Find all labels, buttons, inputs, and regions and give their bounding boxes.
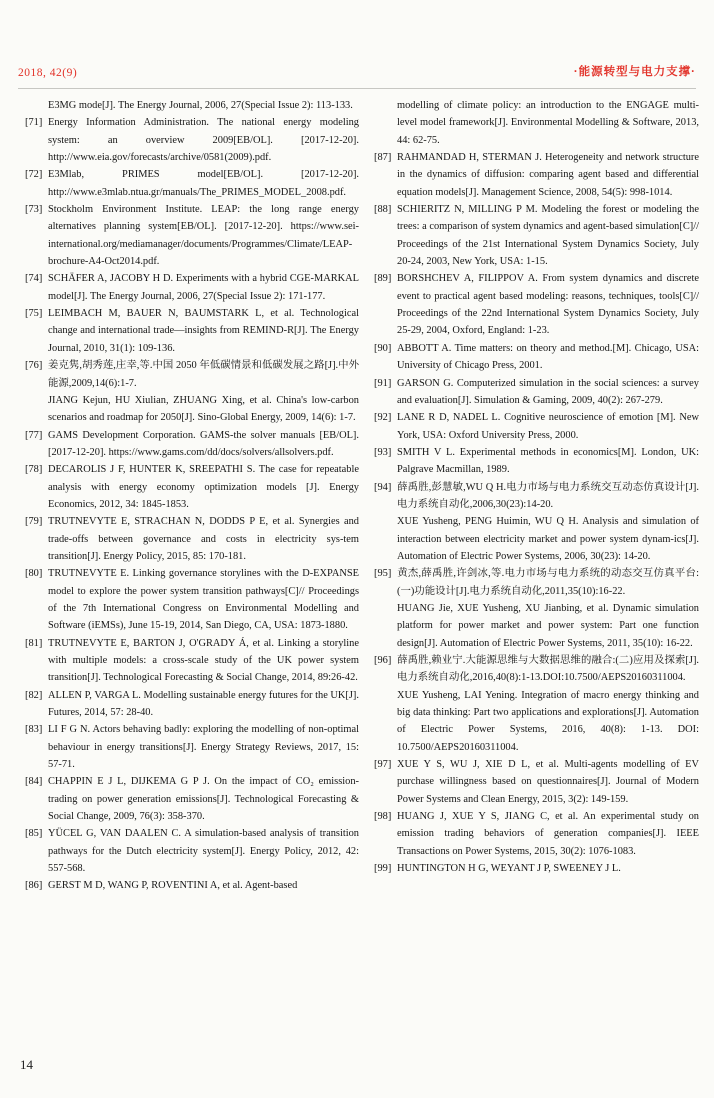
reference-number: [98]: [374, 811, 392, 823]
reference-entry: [25, 270, 359, 305]
reference-entry: [25, 427, 359, 462]
reference-number: [80]: [25, 568, 43, 580]
page-header: [18, 63, 696, 89]
reference-text: 黄杰,薛禹胜,许剑冰,等.电力市场与电力系统的动态交互仿真平台:(一)功能设计[J].电力系统自动化,2011,35(10):16-22.: [397, 568, 699, 597]
reference-text: ALLEN P, VARGA L. Modelling sustainable energy futures for the UK[J]. Futures, 2014, 57: 28-40.: [48, 689, 359, 719]
reference-text: Energy Information Administration. The national energy modeling system: an overview 2009[EB/OL]. [2017-12-20]. http://www.eia.gov/forecasts/archive/0581(2009).pdf.: [48, 117, 359, 164]
reference-item: [25, 305, 359, 357]
reference-translation: JIANG Kejun, HU Xiulian, ZHUANG Xing, et al. China's low-carbon scenarios and roadmap for 2050[J]. Sino-Global Energy, 2009, 14(6): 1-7.: [48, 394, 359, 424]
reference-number: [73]: [25, 204, 43, 216]
reference-entry: [25, 773, 359, 825]
reference-entry: [25, 201, 359, 270]
reference-text: ABBOTT A. Time matters: on theory and method.[M]. Chicago, USA: University of Chicago Press, 2001.: [397, 342, 699, 372]
reference-text: SCHIERITZ N, MILLING P M. Modeling the forest or modeling the trees: a comparison of system dynamics and agent-based simulation[C]// Proceedings of the 21st International System Dynamics Society, July 20-24, 2003, New York, USA: 1-15.: [397, 204, 699, 268]
reference-text: GARSON G. Computerized simulation in the social sciences: a survey and evaluation[J]. Simulation & Gaming, 2009, 40(2): 267-279.: [397, 377, 699, 406]
reference-entry: [25, 114, 359, 166]
reference-entry: [374, 409, 699, 444]
reference-text: 薛禹胜,赖业宁.大能源思维与大数据思维的融合:(二)应用及探索[J].电力系统自动化,2016,40(8):1-13.DOI:10.7500/AEPS20160311004.: [397, 655, 699, 684]
reference-text: LANE R D, NADEL L. Cognitive neuroscience of emotion [M]. New York, USA: Oxford University Press, 2000.: [397, 412, 699, 441]
reference-item: [25, 687, 359, 722]
reference-number: [93]: [374, 446, 392, 458]
reference-number: [74]: [25, 273, 43, 285]
reference-number: [91]: [374, 377, 392, 389]
reference-text: E3Mlab, PRIMES model[EB/OL]. [2017-12-20]. http://www.e3mlab.ntua.gr/manuals/The_PRIMES_MODEL_2008.pdf.: [48, 169, 359, 198]
reference-item: [374, 270, 699, 339]
reference-number: [97]: [374, 759, 392, 771]
reference-item: [25, 201, 359, 270]
reference-number: [72]: [25, 169, 43, 181]
reference-number: [79]: [25, 516, 43, 528]
reference-item: [25, 565, 359, 634]
reference-entry: [25, 877, 359, 894]
reference-text: Stockholm Environment Institute. LEAP: the long range energy alternatives planning system[EB/OL]. [2017-12-20]. https://www.sei-international.org/mediamanager/documents/Programmes/Climate/LEAP-brochure-A4-Oct2014.pdf.: [48, 204, 359, 268]
reference-item: [374, 479, 699, 566]
reference-item: [374, 860, 699, 877]
reference-item: [25, 721, 359, 773]
reference-text: XUE Y S, WU J, XIE D L, et al. Multi-agents modelling of EV purchase willingness based on questionnaires[J]. Journal of Modern Power Systems and Clean Energy, 2015, 3(2): 149-159.: [397, 759, 699, 805]
reference-item: [374, 340, 699, 375]
reference-item: [374, 201, 699, 270]
reference-entry: [25, 565, 359, 634]
reference-text: RAHMANDAD H, STERMAN J. Heterogeneity and network structure in the dynamics of diffusion: comparing agent based and differential equation models[J]. Management Science, 2008, 54(5): 998-1014.: [397, 152, 699, 198]
reference-entry: [374, 149, 699, 201]
reference-item: [374, 565, 699, 652]
reference-number: [89]: [374, 273, 392, 285]
reference-text: DECAROLIS J F, HUNTER K, SREEPATHI S. The case for repeatable analysis with energy economy optimization models [J]. Energy Economics, 2012, 34: 1845-1853.: [48, 464, 359, 510]
reference-entry: [25, 687, 359, 722]
reference-item: [374, 652, 699, 756]
page-number: 14: [20, 1057, 33, 1072]
section-title: ·能源转型与电力支撑·: [573, 66, 696, 78]
reference-entry: [25, 461, 359, 513]
reference-entry: [25, 97, 359, 114]
reference-number: [85]: [25, 828, 43, 840]
reference-item: [25, 461, 359, 513]
reference-number: [92]: [374, 412, 392, 424]
reference-translation: XUE Yusheng, LAI Yening. Integration of macro energy thinking and big data thinking: Part two applications and explorations[J]. Automation of Electric Power Systems, 2016, 40(8): 1-13. DOI: 10.7500/AEPS20160311004.: [397, 689, 699, 753]
reference-entry: [374, 756, 699, 808]
reference-translation: XUE Yusheng, PENG Huimin, WU Q H. Analysis and simulation of interaction between electricity market and power system dynam-ics[J]. Automation of Electric Power Systems, 2006, 30(23): 14-20.: [397, 516, 699, 562]
reference-entry: [25, 825, 359, 877]
reference-item: [374, 756, 699, 808]
reference-entry: [374, 808, 699, 860]
reference-item: [25, 166, 359, 201]
reference-number: [81]: [25, 637, 43, 649]
reference-number: [94]: [374, 481, 392, 493]
reference-text: SCHÄFER A, JACOBY H D. Experiments with a hybrid CGE-MARKAL model[J]. The Energy Journal, 2006, 27(Special Issue 2): 171-177.: [48, 273, 359, 302]
reference-number: [95]: [374, 568, 392, 580]
reference-entry: [25, 166, 359, 201]
reference-number: [86]: [25, 880, 43, 892]
reference-item: [25, 357, 359, 426]
reference-number: [77]: [25, 429, 43, 441]
reference-entry: [25, 357, 359, 392]
reference-number: [75]: [25, 308, 43, 320]
reference-number: [87]: [374, 152, 392, 164]
reference-item: [374, 375, 699, 410]
reference-text: modelling of climate policy: an introduction to the ENGAGE multi-level model framework[J]. Environmental Modelling & Software, 2013, 44: 62-75.: [397, 100, 699, 146]
reference-number: [76]: [25, 360, 43, 372]
reference-entry: [25, 721, 359, 773]
reference-entry: [374, 270, 699, 339]
reference-item: [25, 270, 359, 305]
reference-item: [25, 877, 359, 894]
reference-text: 薛禹胜,彭慧敏,WU Q H.电力市场与电力系统交互动态仿真设计[J].电力系统自动化,2006,30(23):14-20.: [397, 481, 699, 510]
reference-text: TRUTNEVYTE E, STRACHAN N, DODDS P E, et al. Synergies and trade-offs between governance and costs in electricity sys-tem transition[J]. Energy Policy, 2015, 85: 170-181.: [48, 516, 359, 562]
reference-text: BORSHCHEV A, FILIPPOV A. From system dynamics and discrete event to practical agent based modeling: reasons, techniques, tools[C]// Proceedings of the 22nd International System Dynamics Society, July 25-29, 2004, Oxford, England: 1-23.: [397, 273, 699, 337]
reference-item: [25, 513, 359, 565]
reference-text: TRUTNEVYTE E, BARTON J, O'GRADY Á, et al. Linking a storyline with multiple models: a cross-scale study of the UK power system transition[J]. Technological Forecasting & Social Change, 2014, 89:26-42.: [48, 637, 359, 684]
reference-text: TRUTNEVYTE E. Linking governance storylines with the D-EXPANSE model to explore the power system transition pathways[C]// Proceedings of the 7th International Congress on Environmental Modelling and Software (iEMSs), June 15-19, 2014, San Diego, CA, USA: 1873-1880.: [48, 568, 359, 632]
reference-item: [25, 114, 359, 166]
reference-number: [83]: [25, 724, 43, 736]
references-body: [25, 97, 699, 895]
right-column: [374, 97, 699, 895]
reference-entry: [25, 635, 359, 687]
left-column: [25, 97, 359, 895]
reference-text: 姜克隽,胡秀莲,庄幸,等.中国 2050 年低碳情景和低碳发展之路[J].中外能源,2009,14(6):1-7.: [48, 360, 359, 389]
reference-item: [374, 808, 699, 860]
reference-text: HUNTINGTON H G, WEYANT J P, SWEENEY J L.: [397, 863, 621, 875]
reference-entry: [374, 97, 699, 149]
journal-issue: 2018, 42(9): [18, 67, 78, 79]
reference-entry: [374, 565, 699, 600]
reference-entry: [374, 860, 699, 877]
reference-text: GERST M D, WANG P, ROVENTINI A, et al. Agent-based: [48, 880, 298, 892]
reference-number: [99]: [374, 863, 392, 875]
reference-number: [84]: [25, 776, 43, 788]
reference-number: [78]: [25, 464, 43, 476]
reference-item: [374, 444, 699, 479]
reference-text: LEIMBACH M, BAUER N, BAUMSTARK L, et al. Technological change and international trade—insights from REMIND-R[J]. The Energy Journal, 2010, 31(1): 109-136.: [48, 308, 359, 354]
reference-item: [374, 97, 699, 149]
reference-number: [96]: [374, 655, 392, 666]
reference-text: LI F G N. Actors behaving badly: exploring the modelling of non-optimal behaviour in energy transitions[J]. Energy Strategy Reviews, 2017, 15: 57-71.: [48, 724, 359, 771]
reference-entry: [374, 340, 699, 375]
reference-item: [25, 427, 359, 462]
reference-number: [88]: [374, 204, 392, 216]
reference-text: SMITH V L. Experimental methods in economics[M]. London, UK: Palgrave Macmillan, 1989.: [397, 446, 699, 476]
reference-entry: [374, 375, 699, 410]
reference-item: [25, 825, 359, 877]
reference-entry: [25, 305, 359, 357]
reference-number: [71]: [25, 117, 43, 129]
reference-item: [374, 149, 699, 201]
reference-text: YÜCEL G, VAN DAALEN C. A simulation-based analysis of transition pathways for the Dutch electricity system[J]. Energy Policy, 2012, 42: 557-568.: [48, 828, 359, 875]
reference-entry: [25, 513, 359, 565]
reference-item: [25, 635, 359, 687]
reference-item: [25, 97, 359, 114]
reference-text: E3MG mode[J]. The Energy Journal, 2006, 27(Special Issue 2): 113-133.: [48, 100, 353, 111]
reference-translation: HUANG Jie, XUE Yusheng, XU Jianbing, et al. Dynamic simulation platform for power market and power system: Part one function design[J]. Automation of Electric Power Systems, 2011, 35(10): 16-22.: [397, 602, 699, 649]
reference-entry: [374, 479, 699, 514]
reference-entry: [374, 201, 699, 270]
reference-text: GAMS Development Corporation. GAMS-the solver manuals [EB/OL]. [2017-12-20]. https://www.gams.com/dd/docs/solvers/allsolvers.pdf.: [48, 429, 359, 458]
reference-entry: [374, 444, 699, 479]
reference-text: HUANG J, XUE Y S, JIANG C, et al. An experimental study on emission trading behaviors of generation companies[J]. IEEE Transactions on Power Systems, 2015, 30(2): 1076-1083.: [397, 811, 699, 857]
reference-number: [90]: [374, 342, 392, 354]
reference-number: [82]: [25, 689, 43, 701]
reference-item: [374, 409, 699, 444]
reference-item: [25, 773, 359, 825]
reference-entry: [374, 652, 699, 687]
reference-text: CHAPPIN E J L, DIJKEMA G P J. On the impact of CO₂ emission-trading on power generation emissions[J]. Technological Forecasting & Social Change, 2009, 76(3): 358-370.: [48, 776, 359, 823]
